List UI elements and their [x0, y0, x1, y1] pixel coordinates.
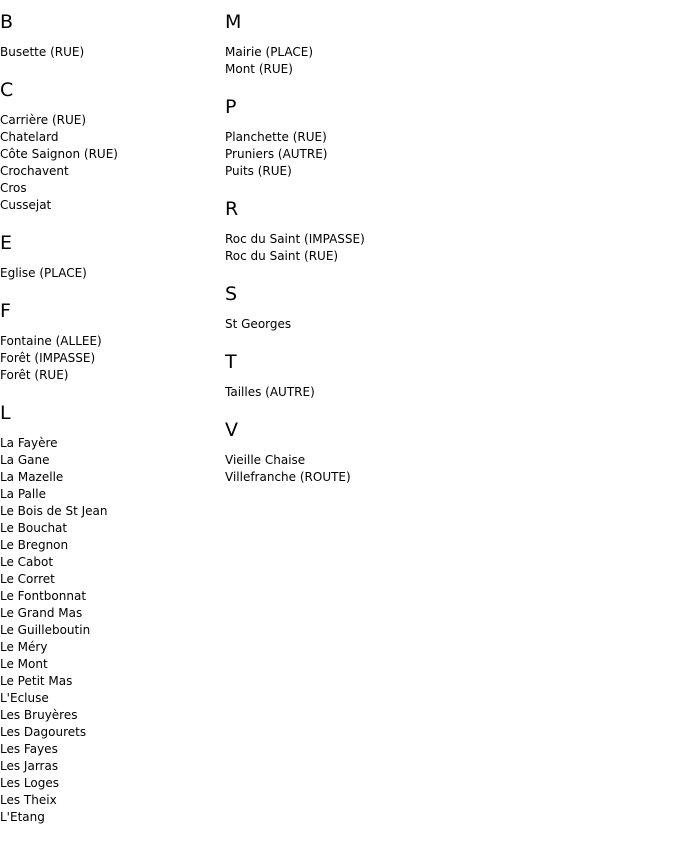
street-entry[interactable]: Le Bois de St Jean [0, 504, 108, 518]
street-list [225, 44, 445, 78]
letter-heading: C [0, 79, 14, 101]
street-entry[interactable]: Carrière (RUE) [0, 113, 87, 127]
street-entry[interactable]: Les Bruyères [0, 708, 78, 722]
street-list [0, 333, 220, 384]
letter-heading: E [0, 232, 13, 254]
letter-section-r [225, 197, 445, 265]
street-entry[interactable]: Cros [0, 181, 27, 195]
street-index-left-column [0, 10, 220, 826]
street-list [225, 316, 445, 333]
letter-section-p [225, 95, 445, 180]
letter-heading: L [0, 402, 11, 424]
street-entry[interactable]: Le Mont [0, 657, 48, 671]
street-entry[interactable]: Cussejat [0, 198, 52, 212]
street-list [225, 452, 445, 486]
street-list [0, 435, 220, 826]
street-entry[interactable]: Les Jarras [0, 759, 59, 773]
letter-heading: S [225, 283, 238, 305]
street-entry[interactable]: Les Loges [0, 776, 59, 790]
street-entry[interactable]: Eglise (PLACE) [0, 266, 87, 280]
street-entry[interactable]: Forêt (RUE) [0, 368, 69, 382]
street-list [0, 265, 220, 282]
street-list [225, 129, 445, 180]
street-entry[interactable]: Le Petit Mas [0, 674, 73, 688]
street-entry[interactable]: Les Dagourets [0, 725, 87, 739]
street-list [225, 384, 445, 401]
street-list [0, 44, 220, 61]
street-entry[interactable]: Les Fayes [0, 742, 58, 756]
street-index-right-column [225, 10, 445, 486]
street-entry[interactable]: Côte Saignon (RUE) [0, 147, 118, 161]
street-entry[interactable]: Chatelard [0, 130, 59, 144]
letter-section-l [0, 401, 220, 826]
letter-section-s [225, 282, 445, 333]
street-entry[interactable]: Le Grand Mas [0, 606, 83, 620]
street-entry[interactable]: La Gane [0, 453, 50, 467]
street-entry[interactable]: Planchette (RUE) [225, 130, 327, 144]
street-entry[interactable]: L'Ecluse [0, 691, 49, 705]
street-entry[interactable]: Les Theix [0, 793, 57, 807]
street-entry[interactable]: Le Cabot [0, 555, 54, 569]
letter-section-v [225, 418, 445, 486]
letter-section-t [225, 350, 445, 401]
street-entry[interactable]: Villefranche (ROUTE) [225, 470, 351, 484]
street-entry[interactable]: Le Méry [0, 640, 48, 654]
street-entry[interactable]: Mairie (PLACE) [225, 45, 314, 59]
letter-heading: P [225, 96, 237, 118]
letter-heading: V [225, 419, 238, 441]
street-entry[interactable]: Fontaine (ALLEE) [0, 334, 102, 348]
street-entry[interactable]: Le Bregnon [0, 538, 69, 552]
letter-heading: R [225, 198, 239, 220]
letter-heading: F [0, 300, 11, 322]
letter-section-c [0, 78, 220, 214]
street-entry[interactable]: Forêt (IMPASSE) [0, 351, 96, 365]
street-entry[interactable]: Le Corret [0, 572, 55, 586]
street-list [225, 231, 445, 265]
street-entry[interactable]: L'Etang [0, 810, 45, 824]
street-entry[interactable]: St Georges [225, 317, 292, 331]
street-entry[interactable]: Puits (RUE) [225, 164, 292, 178]
letter-heading: B [0, 11, 14, 33]
street-entry[interactable]: Roc du Saint (RUE) [225, 249, 339, 263]
letter-section-f [0, 299, 220, 384]
street-entry[interactable]: Le Fontbonnat [0, 589, 87, 603]
street-entry[interactable]: Tailles (AUTRE) [225, 385, 315, 399]
street-entry[interactable]: La Palle [0, 487, 46, 501]
street-entry[interactable]: La Mazelle [0, 470, 64, 484]
letter-section-e [0, 231, 220, 282]
letter-heading: T [225, 351, 237, 373]
street-entry[interactable]: Le Guilleboutin [0, 623, 91, 637]
letter-section-m [225, 10, 445, 78]
street-entry[interactable]: Roc du Saint (IMPASSE) [225, 232, 365, 246]
street-entry[interactable]: Vieille Chaise [225, 453, 306, 467]
street-entry[interactable]: Busette (RUE) [0, 45, 85, 59]
street-entry[interactable]: Mont (RUE) [225, 62, 293, 76]
letter-section-b [0, 10, 220, 61]
street-entry[interactable]: Pruniers (AUTRE) [225, 147, 328, 161]
letter-heading: M [225, 11, 242, 33]
street-entry[interactable]: Crochavent [0, 164, 69, 178]
street-list [0, 112, 220, 214]
street-entry[interactable]: La Fayère [0, 436, 58, 450]
street-entry[interactable]: Le Bouchat [0, 521, 68, 535]
